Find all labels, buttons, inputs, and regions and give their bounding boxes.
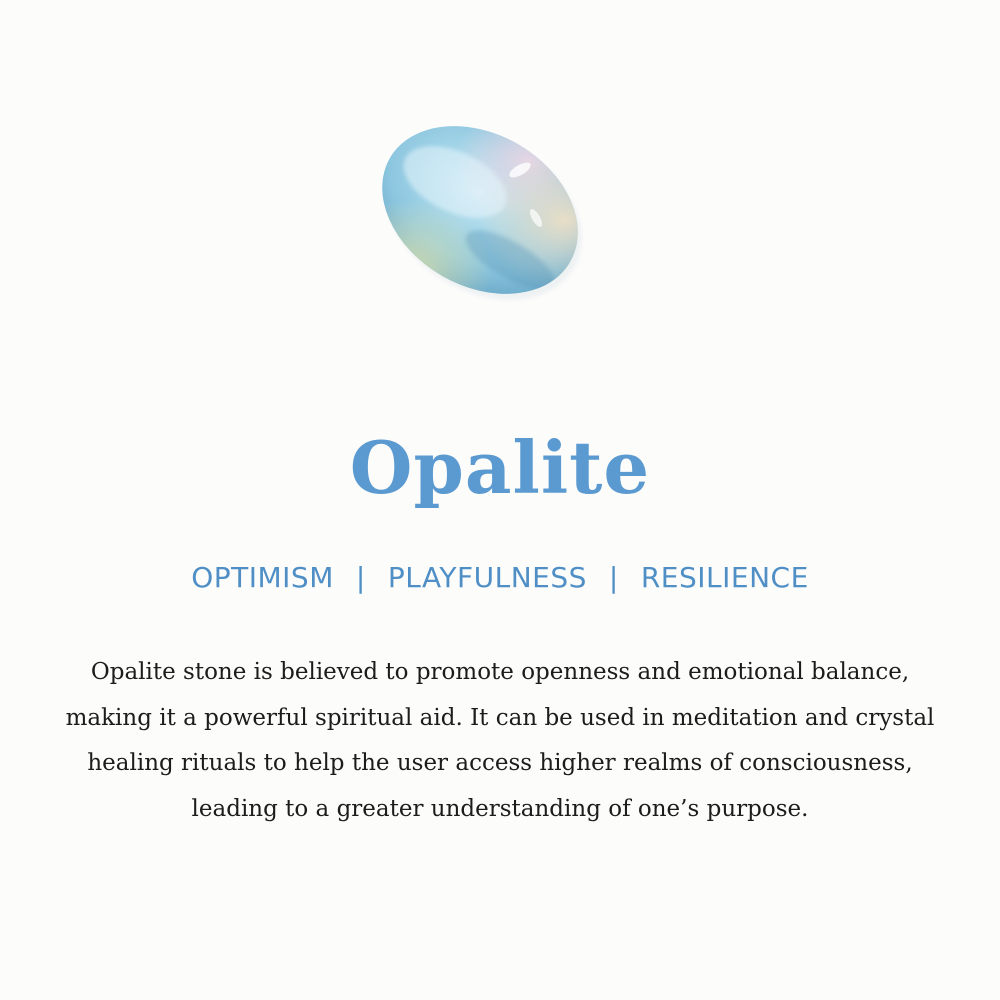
description-line: leading to a greater understanding of one’s purpose. <box>191 795 809 822</box>
traits-row <box>0 556 1000 600</box>
description-line: making it a powerful spiritual aid. It can be used in meditation and crystal <box>65 704 935 731</box>
product-title: Opalite <box>349 425 651 510</box>
trait-playfulness: PLAYFULNESS <box>387 561 587 594</box>
description-line: Opalite stone is believed to promote openness and emotional balance, <box>90 659 910 685</box>
trait-separator: | <box>608 561 619 594</box>
trait-separator: | <box>355 561 366 594</box>
trait-resilience: RESILIENCE <box>640 561 809 594</box>
opalite-stone-image <box>360 110 600 310</box>
trait-optimism: OPTIMISM <box>191 561 334 594</box>
description-line: healing rituals to help the user access higher realms of consciousness, <box>87 750 913 776</box>
product-description <box>40 650 960 832</box>
